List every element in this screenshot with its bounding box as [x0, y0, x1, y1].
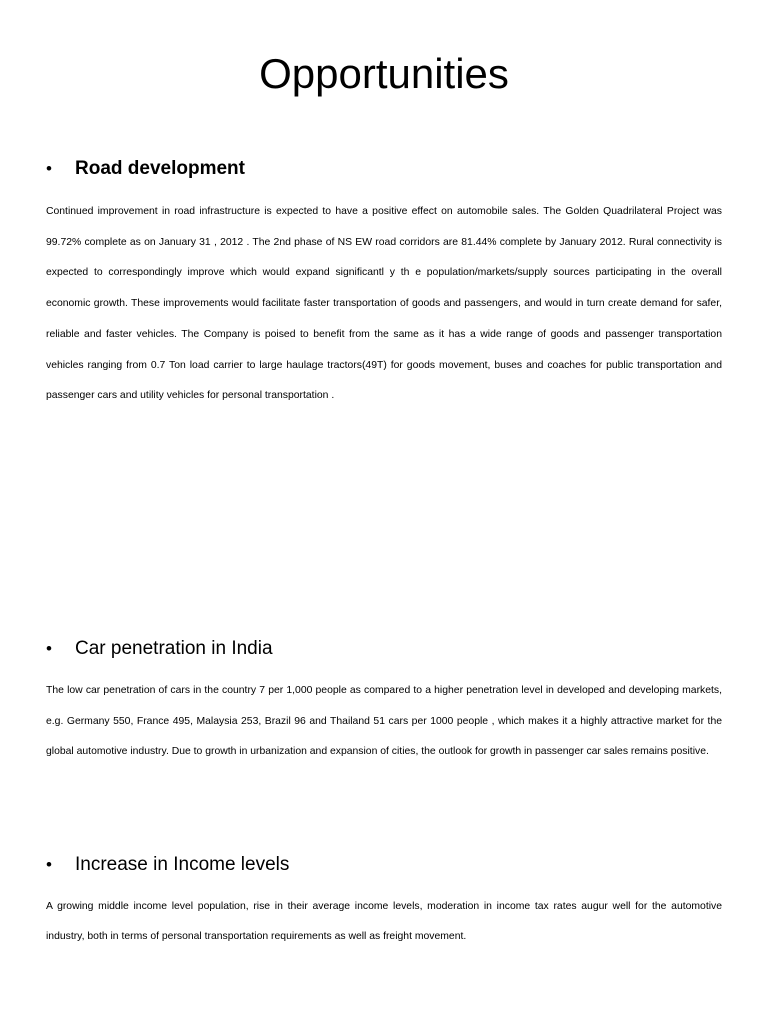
section-paragraph-car-penetration: The low car penetration of cars in the country 7 per 1,000 people as compared to a higher penetration level in developed and developing markets, e.g. Germany 550, France 495, Malaysia 253, Brazil 96 and Thailand 51 cars per 1000 people , which makes it a highly attractive market for the global automotive industry. Due to growth in urbanization and expansion of cities, the outlook for growth in passenger car sales remains positive.: [46, 685, 722, 758]
bullet-icon: •: [46, 855, 52, 874]
bullet-icon: •: [46, 159, 52, 178]
section-heading-car-penetration: [46, 636, 273, 662]
section-heading-text: Increase in Income levels: [75, 854, 290, 875]
page-title: Opportunities: [259, 50, 509, 97]
section-heading-text: Road development: [75, 158, 245, 179]
section-heading-road-development: [46, 156, 245, 182]
section-paragraph-road-development: Continued improvement in road infrastructure is expected to have a positive effect on automobile sales. The Golden Quadrilateral Project was 99.72% complete as on January 31 , 2012 . The 2nd phase of NS EW road corridors are 81.44% complete by January 2012. Rural connectivity is expected to correspondingly improve which would expand significantl y th e population/markets/supply sources participating in the overall economic growth. These improvements would facilitate faster transportation of goods and passengers, and would in turn create demand for safer, reliable and faster vehicles. The Company is poised to benefit from the same as it has a wide range of goods and passenger transportation vehicles ranging from 0.7 Ton load carrier to large haulage tractors(49T) for goods movement, buses and coaches for public transportation and passenger cars and utility vehicles for personal transportation .: [46, 206, 722, 402]
section-paragraph-income-levels: A growing middle income level population, rise in their average income levels, moderation in income tax rates augur well for the automotive industry, both in terms of personal transportation requirements as well as freight movement.: [46, 901, 722, 942]
bullet-icon: •: [46, 639, 52, 658]
section-heading-income-levels: [46, 852, 289, 878]
section-heading-text: Car penetration in India: [75, 638, 273, 659]
